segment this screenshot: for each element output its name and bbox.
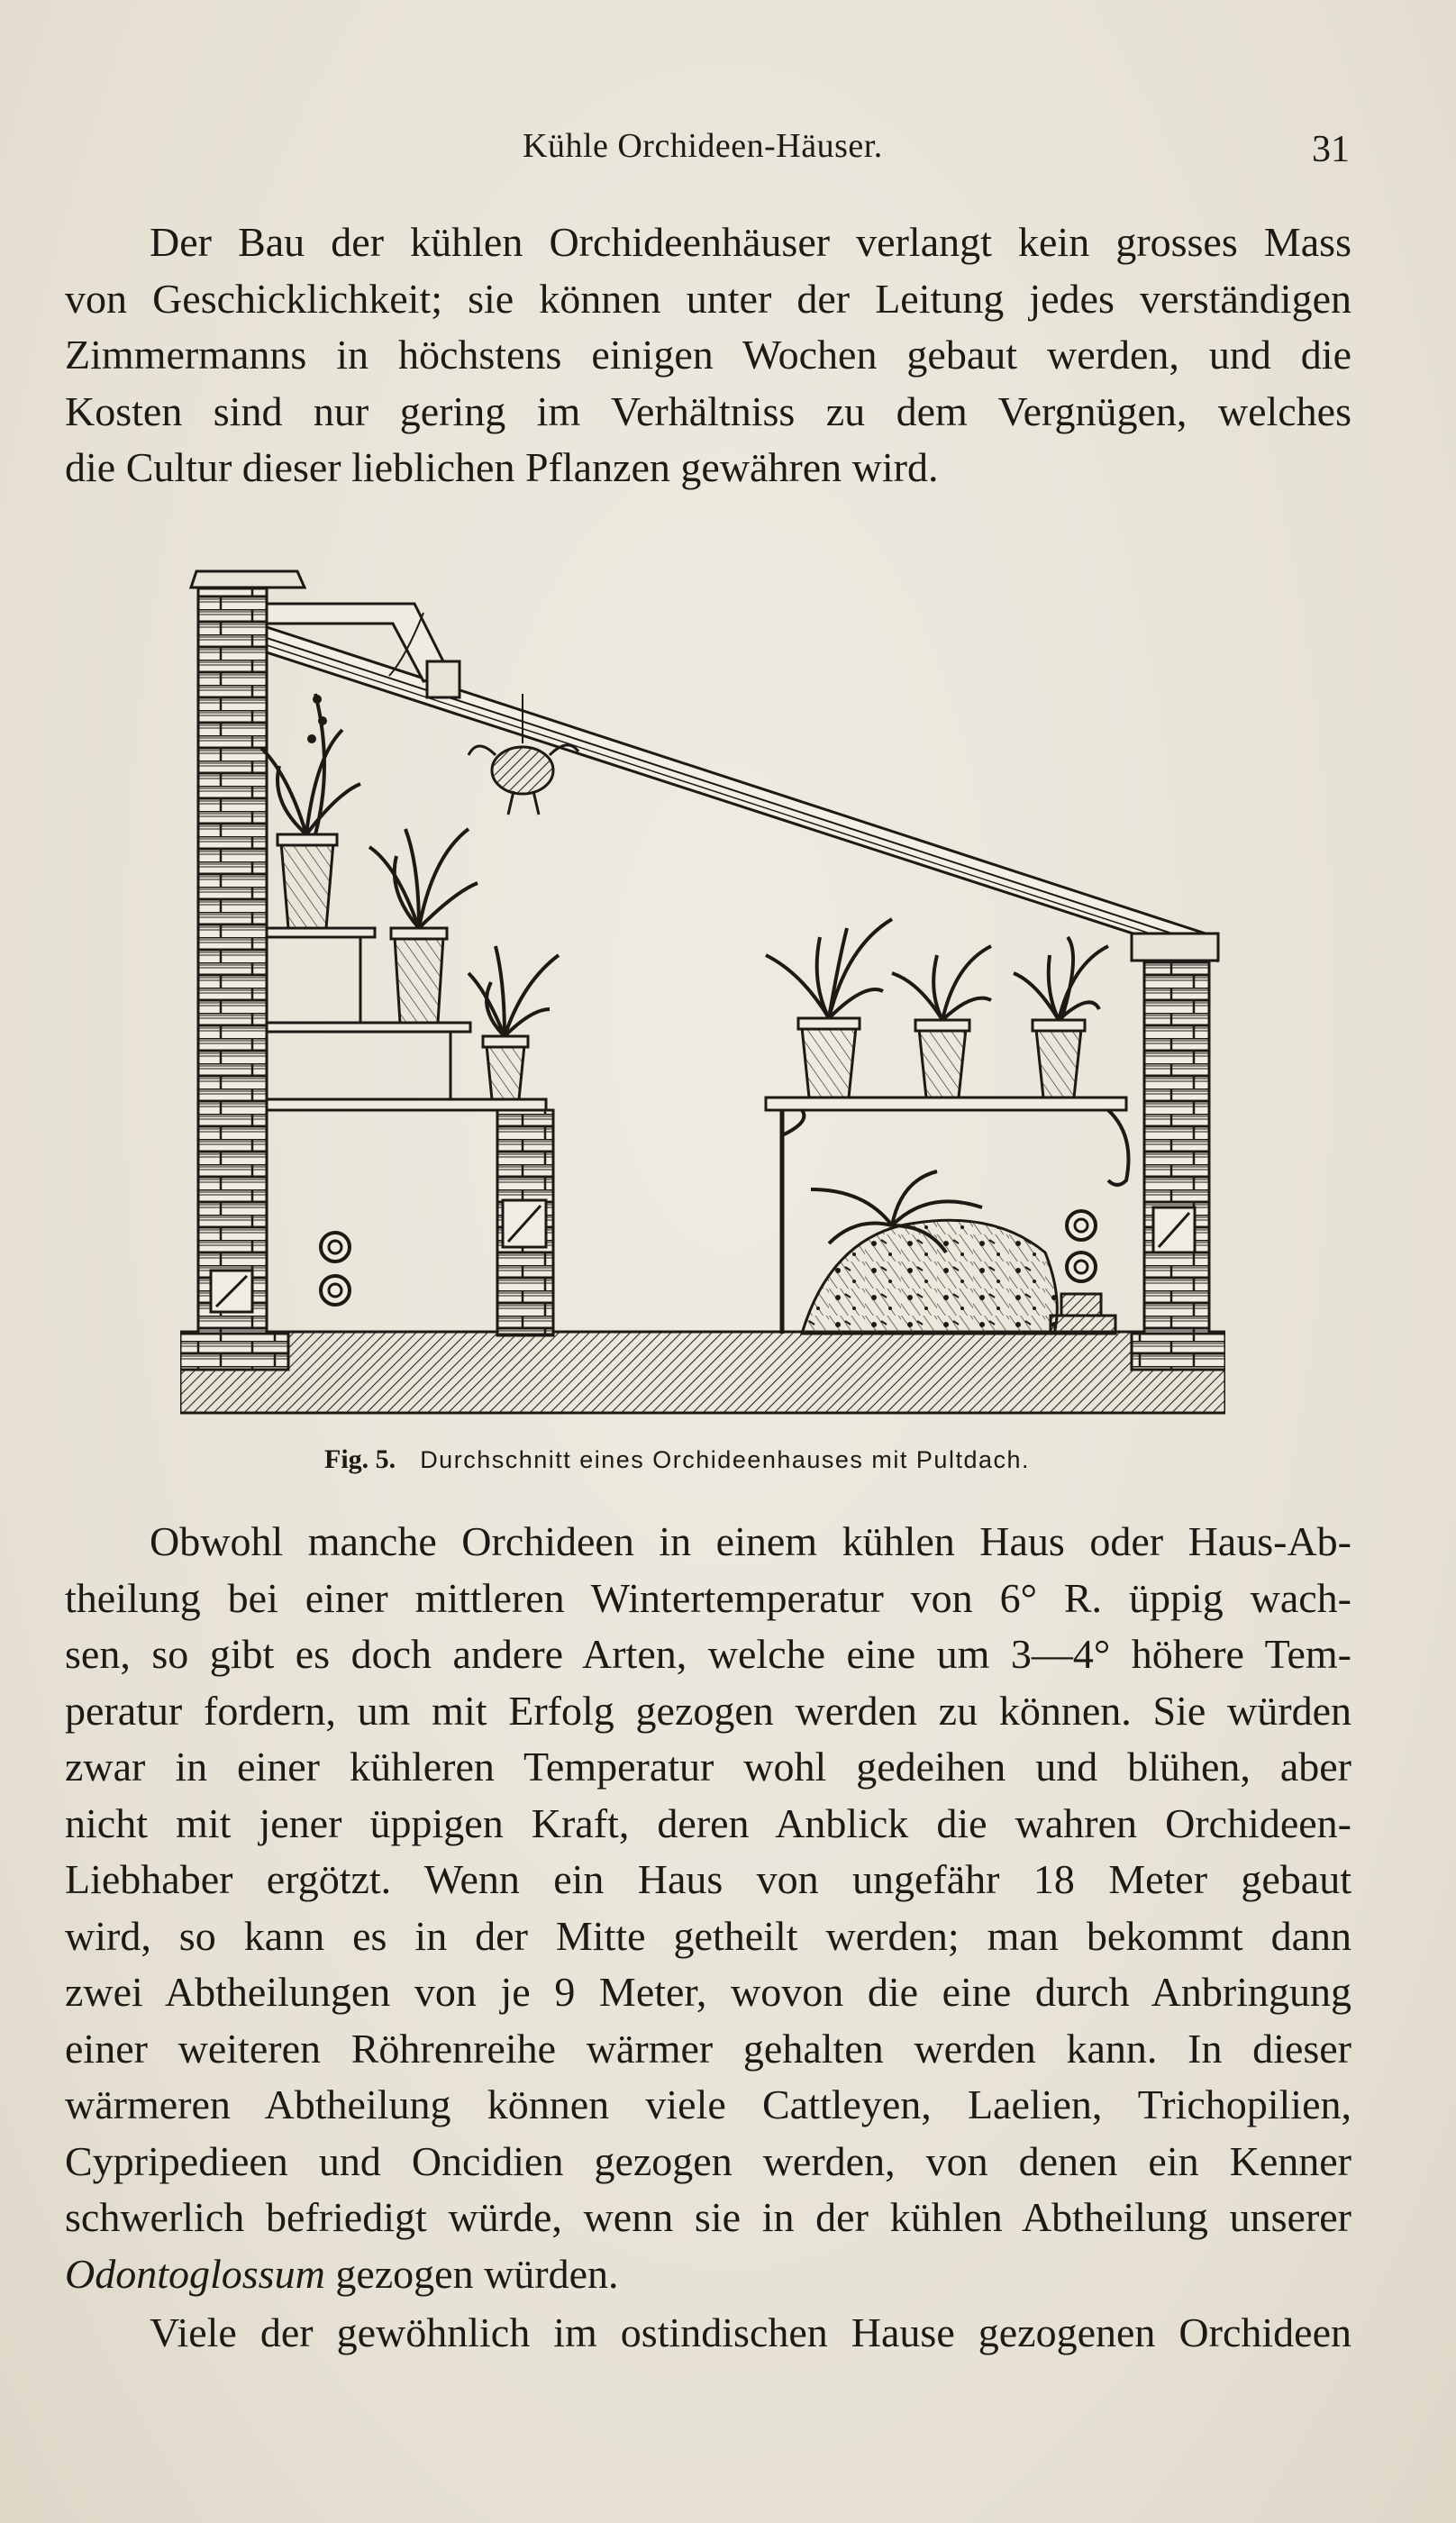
text-line: Zimmermanns in höchstens einigen Wochen gebaut werden, und die xyxy=(65,332,1351,378)
text-line: sen, so gibt es doch andere Arten, welche eine um 3—4° höhere Tem- xyxy=(65,1631,1351,1677)
hanging-basket xyxy=(492,747,553,794)
text-line: zwei Abtheilungen von je 9 Meter, wovon die eine durch Anbringung xyxy=(65,1969,1351,2015)
page-number: 31 xyxy=(1312,129,1350,170)
paragraph-body xyxy=(65,1514,1351,2302)
figure-label: Fig. 5. xyxy=(324,1444,396,1474)
text-line: nicht mit jener üppigen Kraft, deren Anblick die wahren Orchideen- xyxy=(65,1799,1351,1846)
text-line: die Cultur dieser lieblichen Pflanzen gewähren wird. xyxy=(65,444,939,490)
text-line: Cypripedieen und Oncidien gezogen werden, von denen ein Kenner xyxy=(65,2137,1351,2184)
text-line: Obwohl manche Orchideen in einem kühlen Haus oder Haus-Ab- xyxy=(150,1518,1351,1564)
text-fragment: gezogen würden. xyxy=(324,2250,619,2297)
text-line: Kosten sind nur gering im Verhältniss zu dem Vergnügen, welches xyxy=(65,387,1351,434)
right-staging xyxy=(766,1098,1126,1110)
ground xyxy=(180,1332,1225,1413)
text-line: theilung bei einer mittleren Wintertemperatur von 6° R. üppig wach- xyxy=(65,1574,1351,1621)
paragraph-continued xyxy=(65,2305,1351,2362)
text-line: schwerlich befriedigt würde, wenn sie in der kühlen Abtheilung unserer xyxy=(65,2194,1351,2240)
figure-caption xyxy=(324,1444,1030,1475)
running-title: Kühle Orchideen-Häuser. xyxy=(523,127,883,165)
front-wall xyxy=(1144,962,1209,1362)
text-line: einer weiteren Röhrenreihe wärmer gehalten werden kann. In dieser xyxy=(65,2025,1351,2072)
back-wall xyxy=(198,587,267,1362)
text-line: zwar in einer kühleren Temperatur wohl gedeihen und blühen, aber xyxy=(65,1744,1351,1790)
text-line: wärmeren Abtheilung können viele Cattleyen, Laelien, Trichopilien, xyxy=(65,2081,1351,2127)
paragraph-intro xyxy=(65,214,1351,496)
figure-caption-text: Durchschnitt eines Orchideenhauses mit Pultdach. xyxy=(420,1446,1030,1473)
text-line: Liebhaber ergötzt. Wenn ein Haus von ungefähr 18 Meter gebaut xyxy=(65,1856,1351,1902)
text-line: wird, so kann es in der Mitte getheilt werden; man bekommt dann xyxy=(65,1912,1351,1959)
heating-pipe xyxy=(321,1233,350,1262)
text-line: Der Bau der kühlen Orchideenhäuser verlangt kein grosses Mass xyxy=(150,219,1351,265)
flower-pot xyxy=(281,843,333,928)
orchid-house-illustration xyxy=(180,559,1225,1424)
text-line: von Geschicklichkeit; sie können unter der Leitung jedes verständigen xyxy=(65,275,1351,322)
text-line: Viele der gewöhnlich im ostindischen Hause gezogenen Orchideen xyxy=(150,2309,1351,2355)
text-line xyxy=(65,2246,1351,2303)
text-line: peratur fordern, um mit Erfolg gezogen werden zu können. Sie würden xyxy=(65,1687,1351,1734)
genus-name: Odontoglossum xyxy=(65,2250,325,2297)
left-staging xyxy=(267,1099,546,1110)
